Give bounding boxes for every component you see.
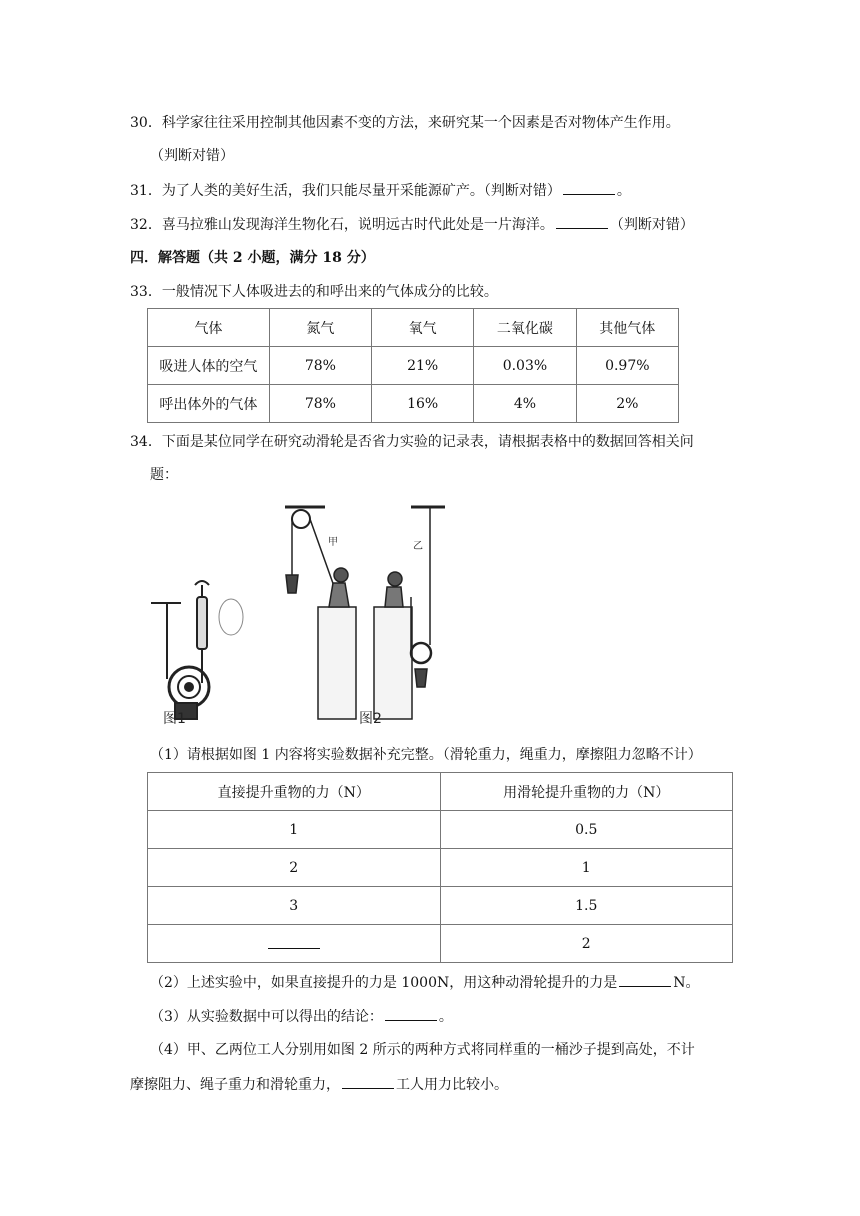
q34-part2-end: N。: [673, 975, 700, 991]
table-cell: 呼出体外的气体: [148, 385, 270, 423]
table-header: 直接提升重物的力（N）: [148, 773, 441, 811]
q34-part3-end: 。: [438, 1009, 453, 1025]
q34-part3-text: （3）从实验数据中可以得出的结论：: [150, 1009, 383, 1025]
table-header: 其他气体: [576, 309, 678, 347]
table-header: 气体: [148, 309, 270, 347]
q30-line1: 30．科学家往往采用控制其他因素不变的方法，来研究某一个因素是否对物体产生作用。: [130, 115, 680, 131]
table-row: [148, 887, 733, 925]
pulley-figure: [145, 497, 451, 729]
table-cell[interactable]: [148, 925, 441, 963]
table-row: [148, 773, 733, 811]
q34-part4-line1: （4）甲、乙两位工人分别用如图 2 所示的两种方式将同样重的一桶沙子提到高处，不计: [150, 1042, 695, 1058]
table-header: 用滑轮提升重物的力（N）: [440, 773, 732, 811]
table-row: [148, 849, 733, 887]
table-cell: 2: [440, 925, 732, 963]
table-header: 氮气: [269, 309, 371, 347]
table-cell: 1: [440, 849, 732, 887]
table-row: [148, 309, 679, 347]
table-cell: 1: [148, 811, 441, 849]
q31: [130, 180, 631, 201]
table-cell: 21%: [372, 347, 474, 385]
figure-2-label: 图2: [359, 711, 382, 727]
pulley-data-table: [147, 772, 733, 963]
q34-part4-blank[interactable]: [342, 1074, 394, 1089]
q32: [130, 214, 694, 235]
table-cell: 0.5: [440, 811, 732, 849]
q34-line2: 题：: [150, 467, 178, 483]
q34-part2: [150, 972, 700, 993]
table-row: [148, 811, 733, 849]
worker-a-label: 甲: [328, 537, 338, 548]
q34-part2-text: （2）上述实验中，如果直接提升的力是 1000N，用这种动滑轮提升的力是: [150, 975, 618, 991]
table-header: 氧气: [372, 309, 474, 347]
q34-line1: 34．下面是某位同学在研究动滑轮是否省力实验的记录表，请根据表格中的数据回答相关问: [130, 434, 694, 450]
q34-part4-end: 工人用力比较小。: [396, 1077, 508, 1093]
q34-part3: [150, 1006, 453, 1027]
table-cell: 78%: [269, 347, 371, 385]
table-cell: 0.97%: [576, 347, 678, 385]
table-cell: 16%: [372, 385, 474, 423]
gas-comparison-table: [147, 308, 679, 423]
table-row: [148, 385, 679, 423]
table-row: [148, 925, 733, 963]
table-row: [148, 347, 679, 385]
q34-part3-blank[interactable]: [385, 1006, 437, 1021]
q32-answer-blank[interactable]: [556, 214, 608, 229]
q33-text: 33．一般情况下人体吸进去的和呼出来的气体成分的比较。: [130, 284, 498, 300]
table-header: 二氧化碳: [474, 309, 576, 347]
section-4-heading: 四．解答题（共 2 小题，满分 18 分）: [130, 250, 375, 266]
table-cell: 1.5: [440, 887, 732, 925]
q34-part2-blank[interactable]: [619, 972, 671, 987]
table-cell: 2%: [576, 385, 678, 423]
q31-text: 31．为了人类的美好生活，我们只能尽量开采能源矿产。（判断对错）: [130, 183, 561, 199]
table-cell: 78%: [269, 385, 371, 423]
table-cell: 3: [148, 887, 441, 925]
worker-b-label: 乙: [413, 541, 423, 552]
q34-part4-line2: [130, 1074, 508, 1095]
q34-part1: （1）请根据如图 1 内容将实验数据补充完整。（滑轮重力，绳重力，摩擦阻力忽略不计）: [150, 747, 702, 763]
q32-end: （判断对错）: [609, 217, 694, 233]
q31-answer-blank[interactable]: [563, 180, 615, 195]
q34-part4-text: 摩擦阻力、绳子重力和滑轮重力，: [130, 1077, 340, 1093]
table-answer-blank[interactable]: [268, 934, 320, 949]
table-cell: 吸进人体的空气: [148, 347, 270, 385]
table-cell: 4%: [474, 385, 576, 423]
q32-text: 32．喜马拉雅山发现海洋生物化石，说明远古时代此处是一片海洋。: [130, 217, 554, 233]
table-cell: 2: [148, 849, 441, 887]
q31-end: 。: [616, 183, 631, 199]
figure-1-label: 图1: [163, 711, 186, 727]
q30-line2: （判断对错）: [150, 148, 234, 164]
table-cell: 0.03%: [474, 347, 576, 385]
